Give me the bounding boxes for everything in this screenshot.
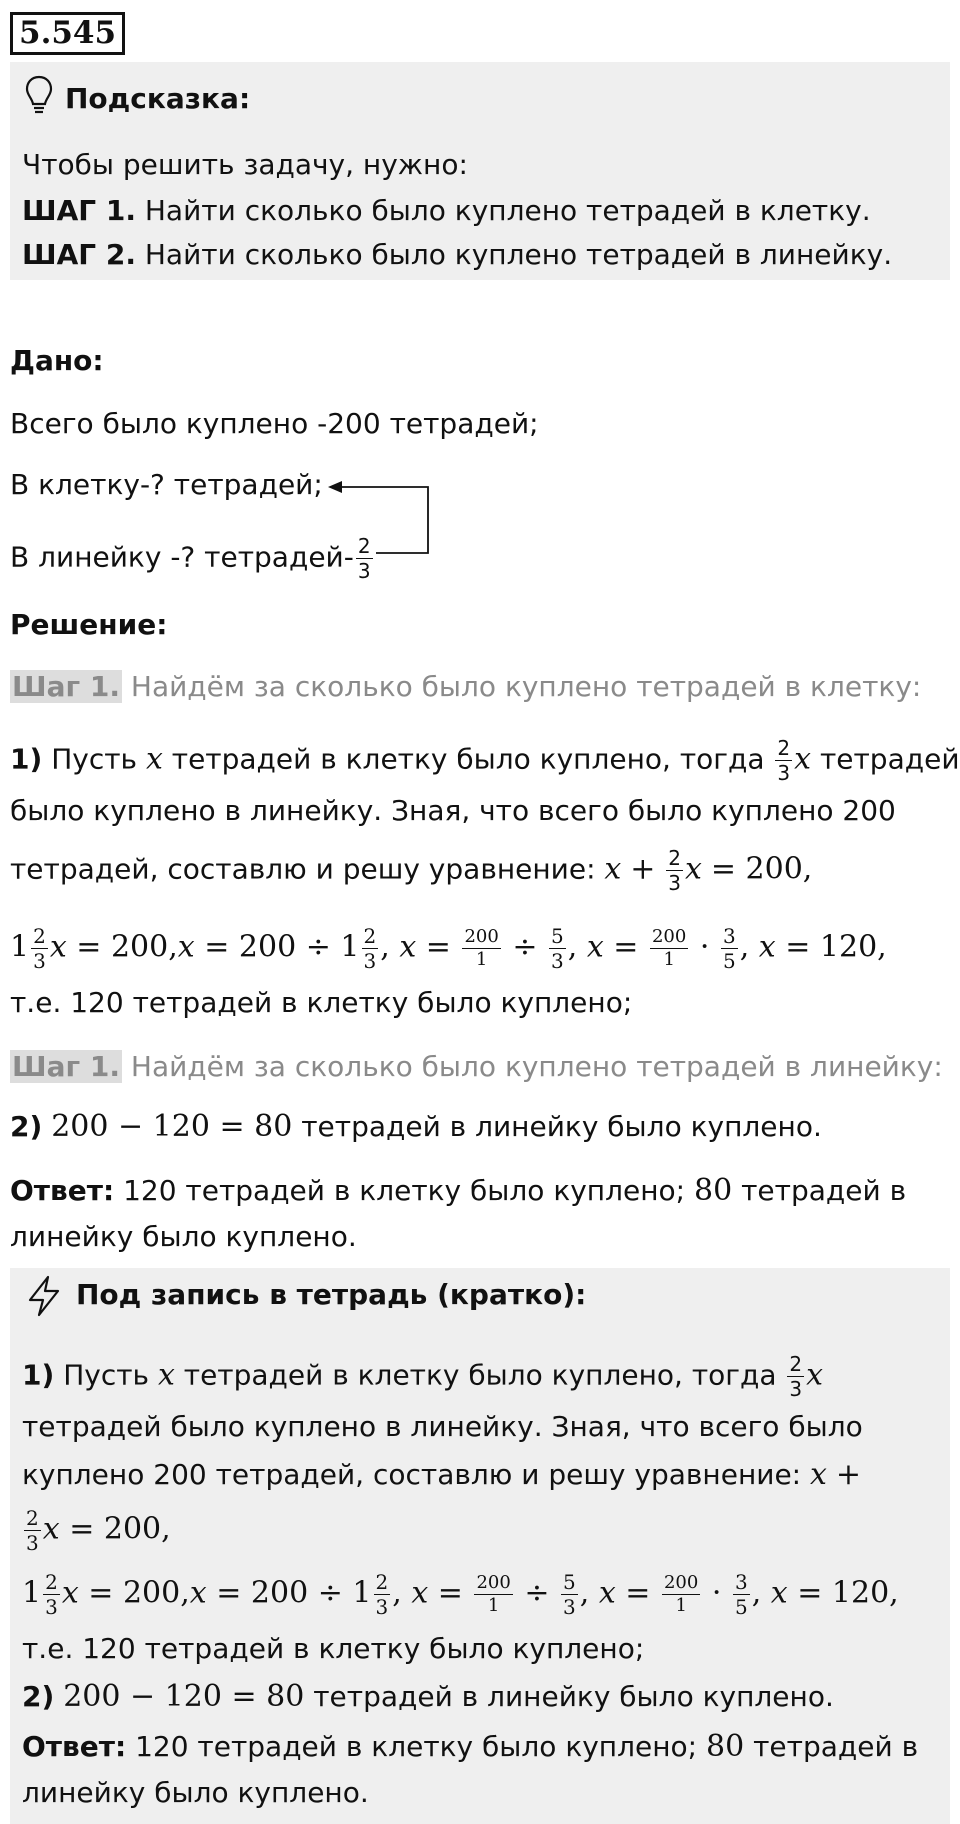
solution-title: Решение: — [10, 608, 168, 641]
hint-step-2 — [22, 236, 892, 274]
hint-step-1-label: ШАГ 1. — [22, 194, 136, 227]
solution-step2-label: Шаг 1. — [12, 1050, 120, 1083]
hint-step-2-text: Найти сколько было куплено тетрадей в линейку. — [144, 238, 893, 271]
short-line2: тетрадей было куплено в линейку. Зная, что всего было — [22, 1410, 863, 1443]
solution-step1-heading — [10, 668, 921, 706]
short-p1-line1: 1) Пусть x тетрадей в клетку было куплено, тогда $\frac{2}{3}$ x — [22, 1352, 824, 1401]
short-line3: куплено 200 тетрадей, составлю и решу уравнение: x + — [22, 1457, 861, 1492]
given-fraction: $\frac{2}{3}$ — [357, 534, 371, 583]
solution-p1-line2: было куплено в линейку. Зная, что всего было куплено 200 — [10, 794, 896, 827]
given-squared: В клетку-? тетрадей; — [10, 468, 323, 501]
solution-p1-line3: тетрадей, составлю и решу уравнение: x + $\frac{2}{3}$ x = 200, — [10, 846, 813, 895]
lightbulb-icon — [24, 74, 54, 118]
given-total: Всего было куплено -200 тетрадей; — [10, 407, 539, 440]
solution-step1-text: Найдём за сколько было куплено тетрадей в клетку: — [130, 670, 922, 703]
given-lined — [10, 536, 375, 581]
solution-answer-line1: Ответ: 120 тетрадей в клетку было куплено; 80 тетрадей в — [10, 1173, 907, 1208]
solution-answer-line2: линейку было куплено. — [10, 1220, 357, 1253]
short-answer-line1: Ответ: 120 тетрадей в клетку было куплено; 80 тетрадей в — [22, 1729, 919, 1764]
hint-step-1-text: Найти сколько было куплено тетрадей в клетку. — [144, 194, 871, 227]
hint-step-2-label: ШАГ 2. — [22, 238, 136, 271]
short-equation-chain: 1 $\frac{2}{3}$ x = 200,x = 200 ÷ 1 $\frac{2}{3}$ , x = $\frac{200}{1}$ ÷ $\frac{5}{3}$ , x = $\frac{200}{1}$ · $\frac{3}{5}$ , x = 120, — [22, 1570, 899, 1619]
hint-title: Подсказка: — [65, 82, 251, 115]
solution-p2: 2) 200 − 120 = 80 тетрадей в линейку было куплено. — [10, 1109, 822, 1144]
given-lined-text: В линейку -? тетрадей- — [10, 540, 354, 574]
hint-intro: Чтобы решить задачу, нужно: — [22, 148, 468, 181]
hint-step-1 — [22, 192, 871, 230]
lightning-icon — [24, 1274, 64, 1318]
short-p2: 2) 200 − 120 = 80 тетрадей в линейку было куплено. — [22, 1679, 834, 1714]
solution-step2-heading — [10, 1048, 943, 1086]
short-answer-line2: линейку было куплено. — [22, 1776, 369, 1809]
given-title: Дано: — [10, 344, 104, 377]
solution-p1-line1: 1) Пусть x тетрадей в клетку было куплено, тогда $\frac{2}{3}$ x тетрадей — [10, 736, 960, 785]
solution-step2-text: Найдём за сколько было куплено тетрадей в линейку: — [130, 1050, 943, 1083]
solution-p1-result: т.е. 120 тетрадей в клетку было куплено; — [10, 986, 633, 1019]
short-result: т.е. 120 тетрадей в клетку было куплено; — [22, 1632, 645, 1665]
short-title: Под запись в тетрадь (кратко): — [76, 1278, 587, 1311]
solution-step1-label: Шаг 1. — [12, 670, 120, 703]
short-line4: $\frac{2}{3}$ x = 200, — [26, 1506, 171, 1555]
solution-equation-chain: 1 $\frac{2}{3}$ x = 200,x = 200 ÷ 1 $\frac{2}{3}$ , x = $\frac{200}{1}$ ÷ $\frac{5}{3}$ , x = $\frac{200}{1}$ · $\frac{3}{5}$ , x = 120, — [10, 924, 887, 973]
task-number: 5.545 — [10, 12, 125, 55]
